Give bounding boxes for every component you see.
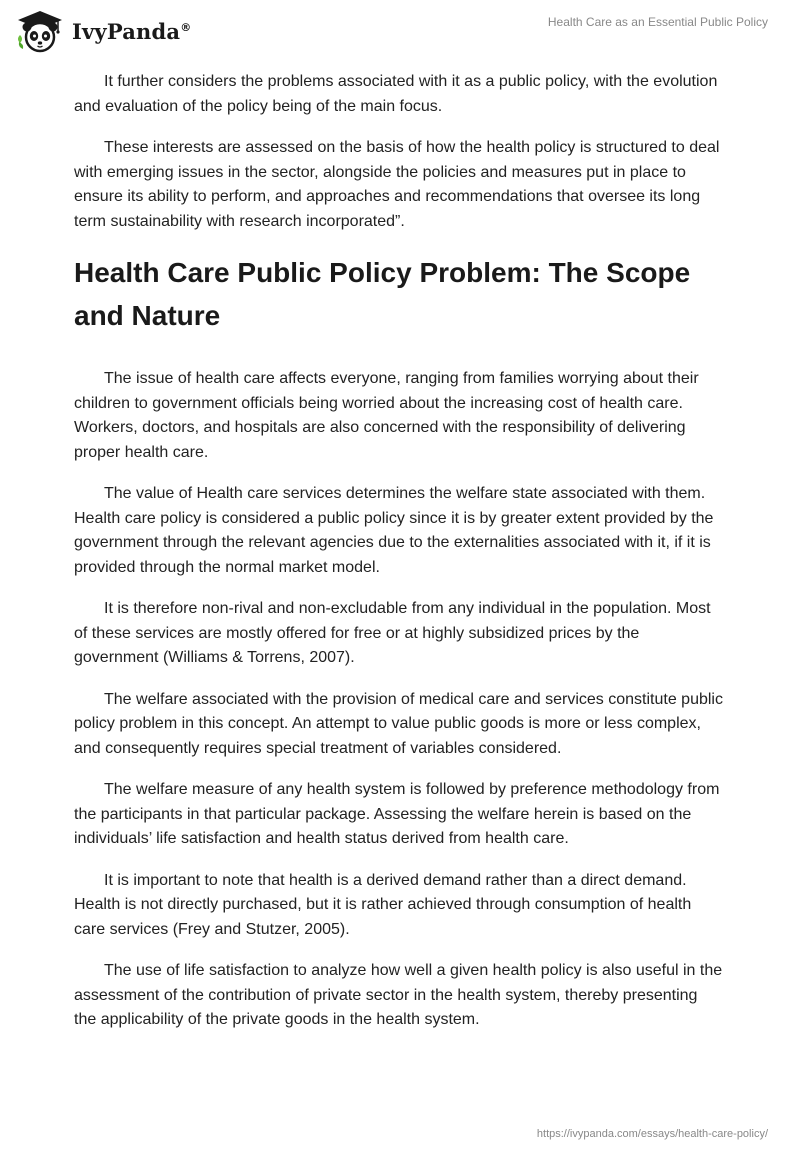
section-heading: Health Care Public Policy Problem: The Scope and Nature: [74, 257, 691, 331]
paragraph: These interests are assessed on the basis of how the health policy is structured to deal with emerging issues in the sector, alongside the policies and measures put in place to ensure its ability to perform, and approaches and recommendations that oversee its long term sustainability with research incorporated”.: [74, 139, 720, 230]
document-title: Health Care as an Essential Public Policy: [547, 15, 768, 29]
page-header: [0, 0, 800, 60]
paragraph: It further considers the problems associated with it as a public policy, with the evolution and evaluation of the policy being of the main focus.: [74, 73, 718, 115]
logo-text: IvyPanda®: [72, 18, 192, 44]
panda-graduation-cap-icon: [14, 9, 66, 53]
paragraph: The issue of health care affects everyone, ranging from families worrying about their children to government officials being worried about the increasing cost of health care. Workers, doctors, and hospitals are also concerned with the responsibility of delivering proper health care.: [74, 370, 699, 461]
essay-content: [74, 70, 724, 1050]
paragraph: The use of life satisfaction to analyze how well a given health policy is also useful in the assessment of the contribution of private sector in the health system, thereby presenting the applicability of the private goods in the health system.: [74, 962, 723, 1028]
paragraph: The value of Health care services determines the welfare state associated with them. Health care policy is considered a public policy since it is by greater extent provided by the government through the relevant agencies due to the externalities associated with it, if it is provided through the normal market model.: [74, 485, 714, 576]
registered-mark: ®: [180, 20, 192, 34]
ivypanda-logo[interactable]: [14, 9, 191, 53]
paragraph: The welfare associated with the provision of medical care and services constitute public policy problem in this concept. An attempt to value public goods is more or less complex, and consequently requires special treatment of variables considered.: [74, 690, 723, 757]
paragraph: The welfare measure of any health system is followed by preference methodology from the participants in that particular package. Assessing the welfare herein is based on the individuals’ life satisfaction and health status derived from health care.: [74, 781, 720, 847]
source-url[interactable]: https://ivypanda.com/essays/health-care-policy/: [536, 1128, 768, 1140]
paragraph: It is therefore non-rival and non-excludable from any individual in the population. Most of these services are mostly offered for free or at highly subsidized prices by the government (Williams & Torrens, 2007).: [74, 600, 711, 666]
paragraph: It is important to note that health is a derived demand rather than a direct demand. Health is not directly purchased, but it is rather achieved through consumption of health care services (Frey and Stutzer, 2005).: [74, 871, 692, 938]
